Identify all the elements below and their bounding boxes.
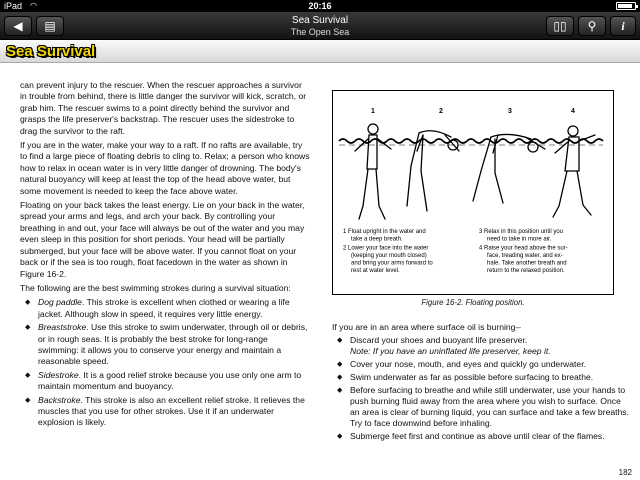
figure-number: 1 [371,108,375,115]
wifi-icon: ◠ [30,1,37,10]
info-icon: i [621,19,625,33]
list-item [350,372,632,383]
table-of-contents-icon: ▤ [44,19,56,33]
list-item-text: Swim underwater as far as possible before surfacing to breathe. [350,372,594,382]
stroke-text: . It is a good relief stroke because you use only one arm to maintain momentum and buoyancy. [38,369,302,392]
list-item [38,322,310,368]
stroke-text: . This stroke is excellent when clothed or wearing a life jacket. Although slow in speed, it requires very little energy. [38,297,290,319]
stroke-text: . Use this stroke to swim underwater, through oil or debris, or in rough seas. It is probably the best stroke for long-range swimming: it allows you to conserve your energy and maintain a reasonable speed. [38,322,308,367]
carrier-label: iPad [4,1,23,11]
paragraph: The following are the best swimming strokes during a survival situation: [20,282,291,293]
swimmer-3 [473,134,545,203]
figure-step-text: 1 Float upright in the water and take a deep breath. 2 Lower your face into the water (keeping your mouth closed) and bring your arms forward to rest at water level. [343,229,433,274]
floating-position-figure [332,90,614,295]
figure-number: 4 [571,108,575,115]
bookmarks-icon: ▯▯ [553,19,567,33]
bookmarks-button[interactable] [546,16,574,36]
burning-oil-list [332,335,632,442]
list-item-text: Submerge feet first and continue as above until clear of the flames. [350,431,605,441]
info-button[interactable] [610,16,636,36]
paragraph: Floating on your back takes the least energy. Lie on your back in the water, spread your arms and legs, and arch your back. By controlling your breathing in and out, your face will always be out of the water and you may even sleep in this position for short periods. Your head will be partially submerged, but your face will be above water. If you cannot float on your back or if the sea is too rough, float facedown in the water as shown in Figure 16-2. [20,200,305,279]
list-item [350,335,632,357]
list-item-text: Cover your nose, mouth, and eyes and quickly go underwater. [350,359,586,369]
page-header [0,40,640,63]
figure-caption: Figure 16-2. Floating position. [421,298,525,307]
paragraph: can prevent injury to the rescuer. When the rescuer approaches a survivor in trouble from behind, there is little danger the survivor will kick, scratch, or grab him. The rescuer swims to a point directly behind the survivor and grasps the life preserver's backstrap. The rescuer uses the sidestroke to drag the survivor to the raft. [20,80,307,136]
stroke-name: Dog paddle [38,297,82,308]
stroke-name: Breaststroke [38,322,87,333]
figure-number: 3 [508,108,512,115]
clock: 20:16 [308,1,332,11]
stroke-name: Backstroke [38,394,81,405]
back-arrow-icon: ◀ [13,19,23,33]
book-title: Sea Survival [291,15,349,26]
list-item [350,385,632,429]
left-column [20,80,310,431]
battery-icon [616,2,636,10]
figure-illustration [333,91,613,294]
list-item-text: Before surfacing to breathe and while still underwater, use your hands to push burning fluid away from the area where you wish to surface. Once an area is clear of burning liquid, you can surface and take a few breaths. Try to face downwind before inhaling. [350,385,629,428]
figure-number: 2 [439,108,443,115]
list-item [350,359,632,370]
paragraph: If you are in an area where surface oil is burning-- [332,322,522,332]
search-button[interactable] [578,16,606,36]
list-item-text: Discard your shoes and buoyant life preserver. [350,335,528,345]
stroke-list [20,297,310,428]
figure-step-text: 3 Relax in this position until you need to take in more air. 4 Raise your head above the sur- face, treading water, and ex- hale. Take another breath and return to the relaxed position. [479,229,568,274]
note-text: Note: If you have an uninflated life preserver, keep it. [350,346,551,356]
stroke-name: Sidestroke [38,369,79,380]
chapter-title: The Open Sea [290,27,350,37]
list-item [38,370,310,393]
page-title: Sea Survival [6,43,96,60]
status-bar [0,0,640,12]
swimmer-1 [355,124,391,219]
stroke-text: . This stroke is also an excellent relief stroke. It relieves the muscles that you use for other strokes. Use it if an underwater explosion is likely. [38,394,305,428]
paragraph: If you are in the water, make your way to a raft. If no rafts are available, try to find a large piece of floating debris to cling to. Relax; a person who knows how to relax in ocean water is in very little danger of drowning. The body's natural buoyancy will keep at least the top of the head above water, but some movement is needed to keep the face above water. [20,140,310,196]
page-number: 182 [618,468,632,477]
list-item [38,297,310,320]
list-item [38,395,310,429]
right-column [332,322,632,444]
list-item [350,431,632,442]
swimmer-4 [553,126,595,217]
search-icon: ⚲ [587,19,597,33]
navigation-bar [0,12,640,40]
